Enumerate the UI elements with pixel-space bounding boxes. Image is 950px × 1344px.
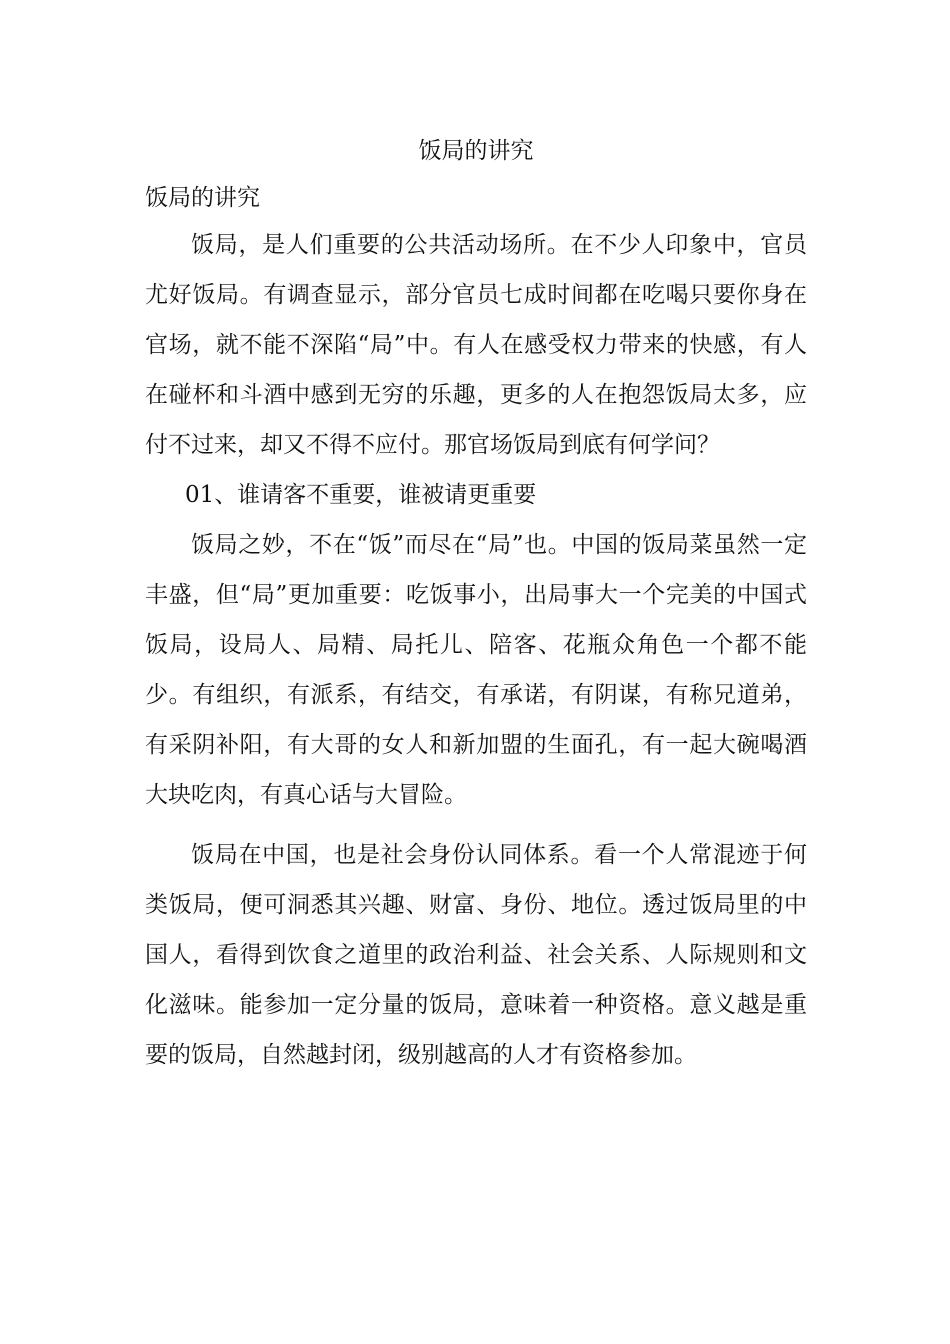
document-page bbox=[145, 130, 807, 1080]
document-heading: 饭局的讲究 bbox=[145, 185, 260, 211]
paragraph-identity: 饭局在中国，也是社会身份认同体系。看一个人常混迹于何类饭局，便可洞悉其兴趣、财富、身份、地位。透过饭局里的中国人，看得到饮食之道里的政治利益、社会关系、人际规则和文化滋味。能参加一定分量的饭局，意味着一种资格。意义越是重要的饭局，自然越封闭，级别越高的人才有资格参加。 bbox=[145, 842, 807, 1068]
document-title: 饭局的讲究 bbox=[418, 138, 534, 164]
section-heading-01: 01、谁请客不重要，谁被请更重要 bbox=[185, 482, 537, 508]
paragraph-gap bbox=[145, 820, 807, 830]
paragraph-intro: 饭局，是人们重要的公共活动场所。在不少人印象中，官员尤好饭局。有调查显示，部分官员七成时间都在吃喝只要你身在官场，就不能不深陷“局”中。有人在感受权力带来的快感，有人在碰杯和斗酒中感到无穷的乐趣，更多的人在抱怨饭局太多，应付不过来，却又不得不应付。那官场饭局到底有何学问？ bbox=[145, 232, 807, 458]
paragraph-bureau: 饭局之妙，不在“饭”而尽在“局”也。中国的饭局菜虽然一定丰盛，但“局”更加重要：吃饭事小，出局事大一个完美的中国式饭局，设局人、局精、局托儿、陪客、花瓶众角色一个都不能少。有组织，有派系，有结交，有承诺，有阴谋，有称兄道弟，有采阴补阳，有大哥的女人和新加盟的生面孔，有一起大碗喝酒大块吃肉，有真心话与大冒险。 bbox=[145, 532, 807, 808]
